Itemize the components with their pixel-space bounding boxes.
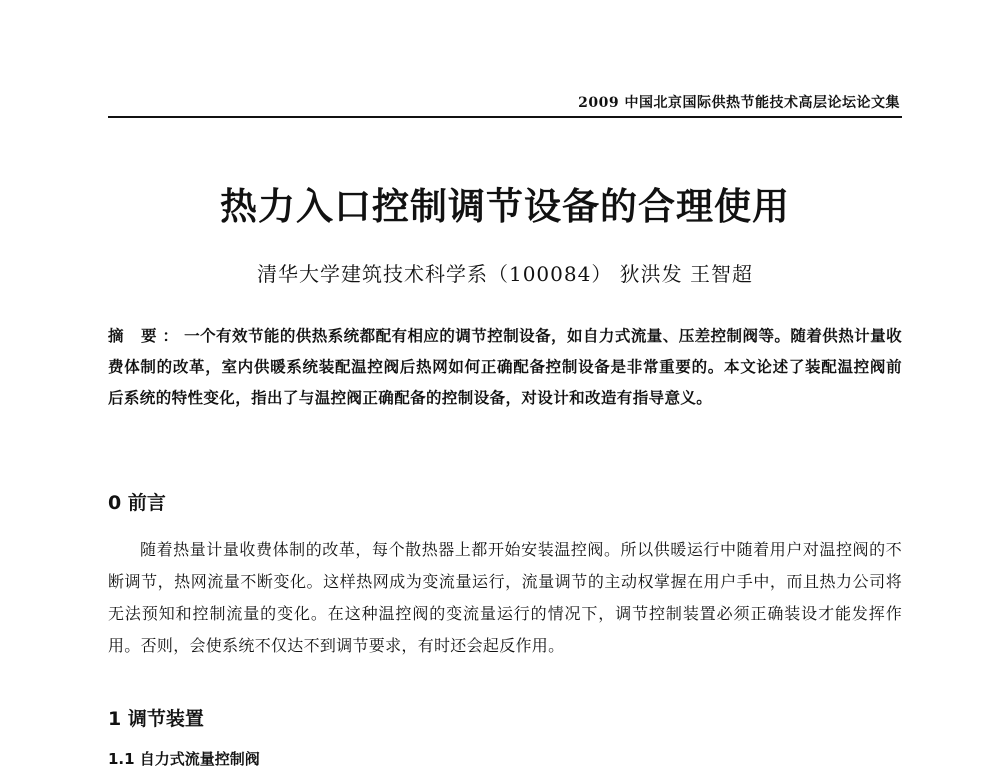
header-rule <box>108 116 902 118</box>
section-heading-intro: 0 前言 <box>108 492 166 514</box>
intro-paragraph: 随着热量计量收费体制的改革，每个散热器上都开始安装温控阀。所以供暖运行中随着用户对温控阀的不断调节，热网流量不断变化。这样热网成为变流量运行，流量调节的主动权掌握在用户手中，而且热力公司将无法预知和控制流量的变化。在这种温控阀的变流量运行的情况下，调节控制装置必须正确装设才能发挥作用。否则，会使系统不仅达不到调节要求，有时还会起反作用。 <box>108 540 902 655</box>
subsection-heading-1-1: 1.1 自力式流量控制阀 <box>108 750 260 768</box>
paper-title: 热力入口控制调节设备的合理使用 <box>220 185 790 228</box>
section-heading-1: 1 调节装置 <box>108 708 204 730</box>
abstract-label: 摘 要： <box>108 326 185 345</box>
abstract <box>108 320 902 413</box>
running-head: 2009 中国北京国际供热节能技术高层论坛论文集 <box>578 95 900 111</box>
abstract-text: 一个有效节能的供热系统都配有相应的调节控制设备，如自力式流量、压差控制阀等。随着供热计量收费体制的改革，室内供暖系统装配温控阀后热网如何正确配备控制设备是非常重要的。本文论述了装配温控阀前后系统的特性变化，指出了与温控阀正确配备的控制设备，对设计和改造有指导意义。 <box>108 326 902 407</box>
author-byline: 清华大学建筑技术科学系（100084） 狄洪发 王智超 <box>256 262 754 286</box>
